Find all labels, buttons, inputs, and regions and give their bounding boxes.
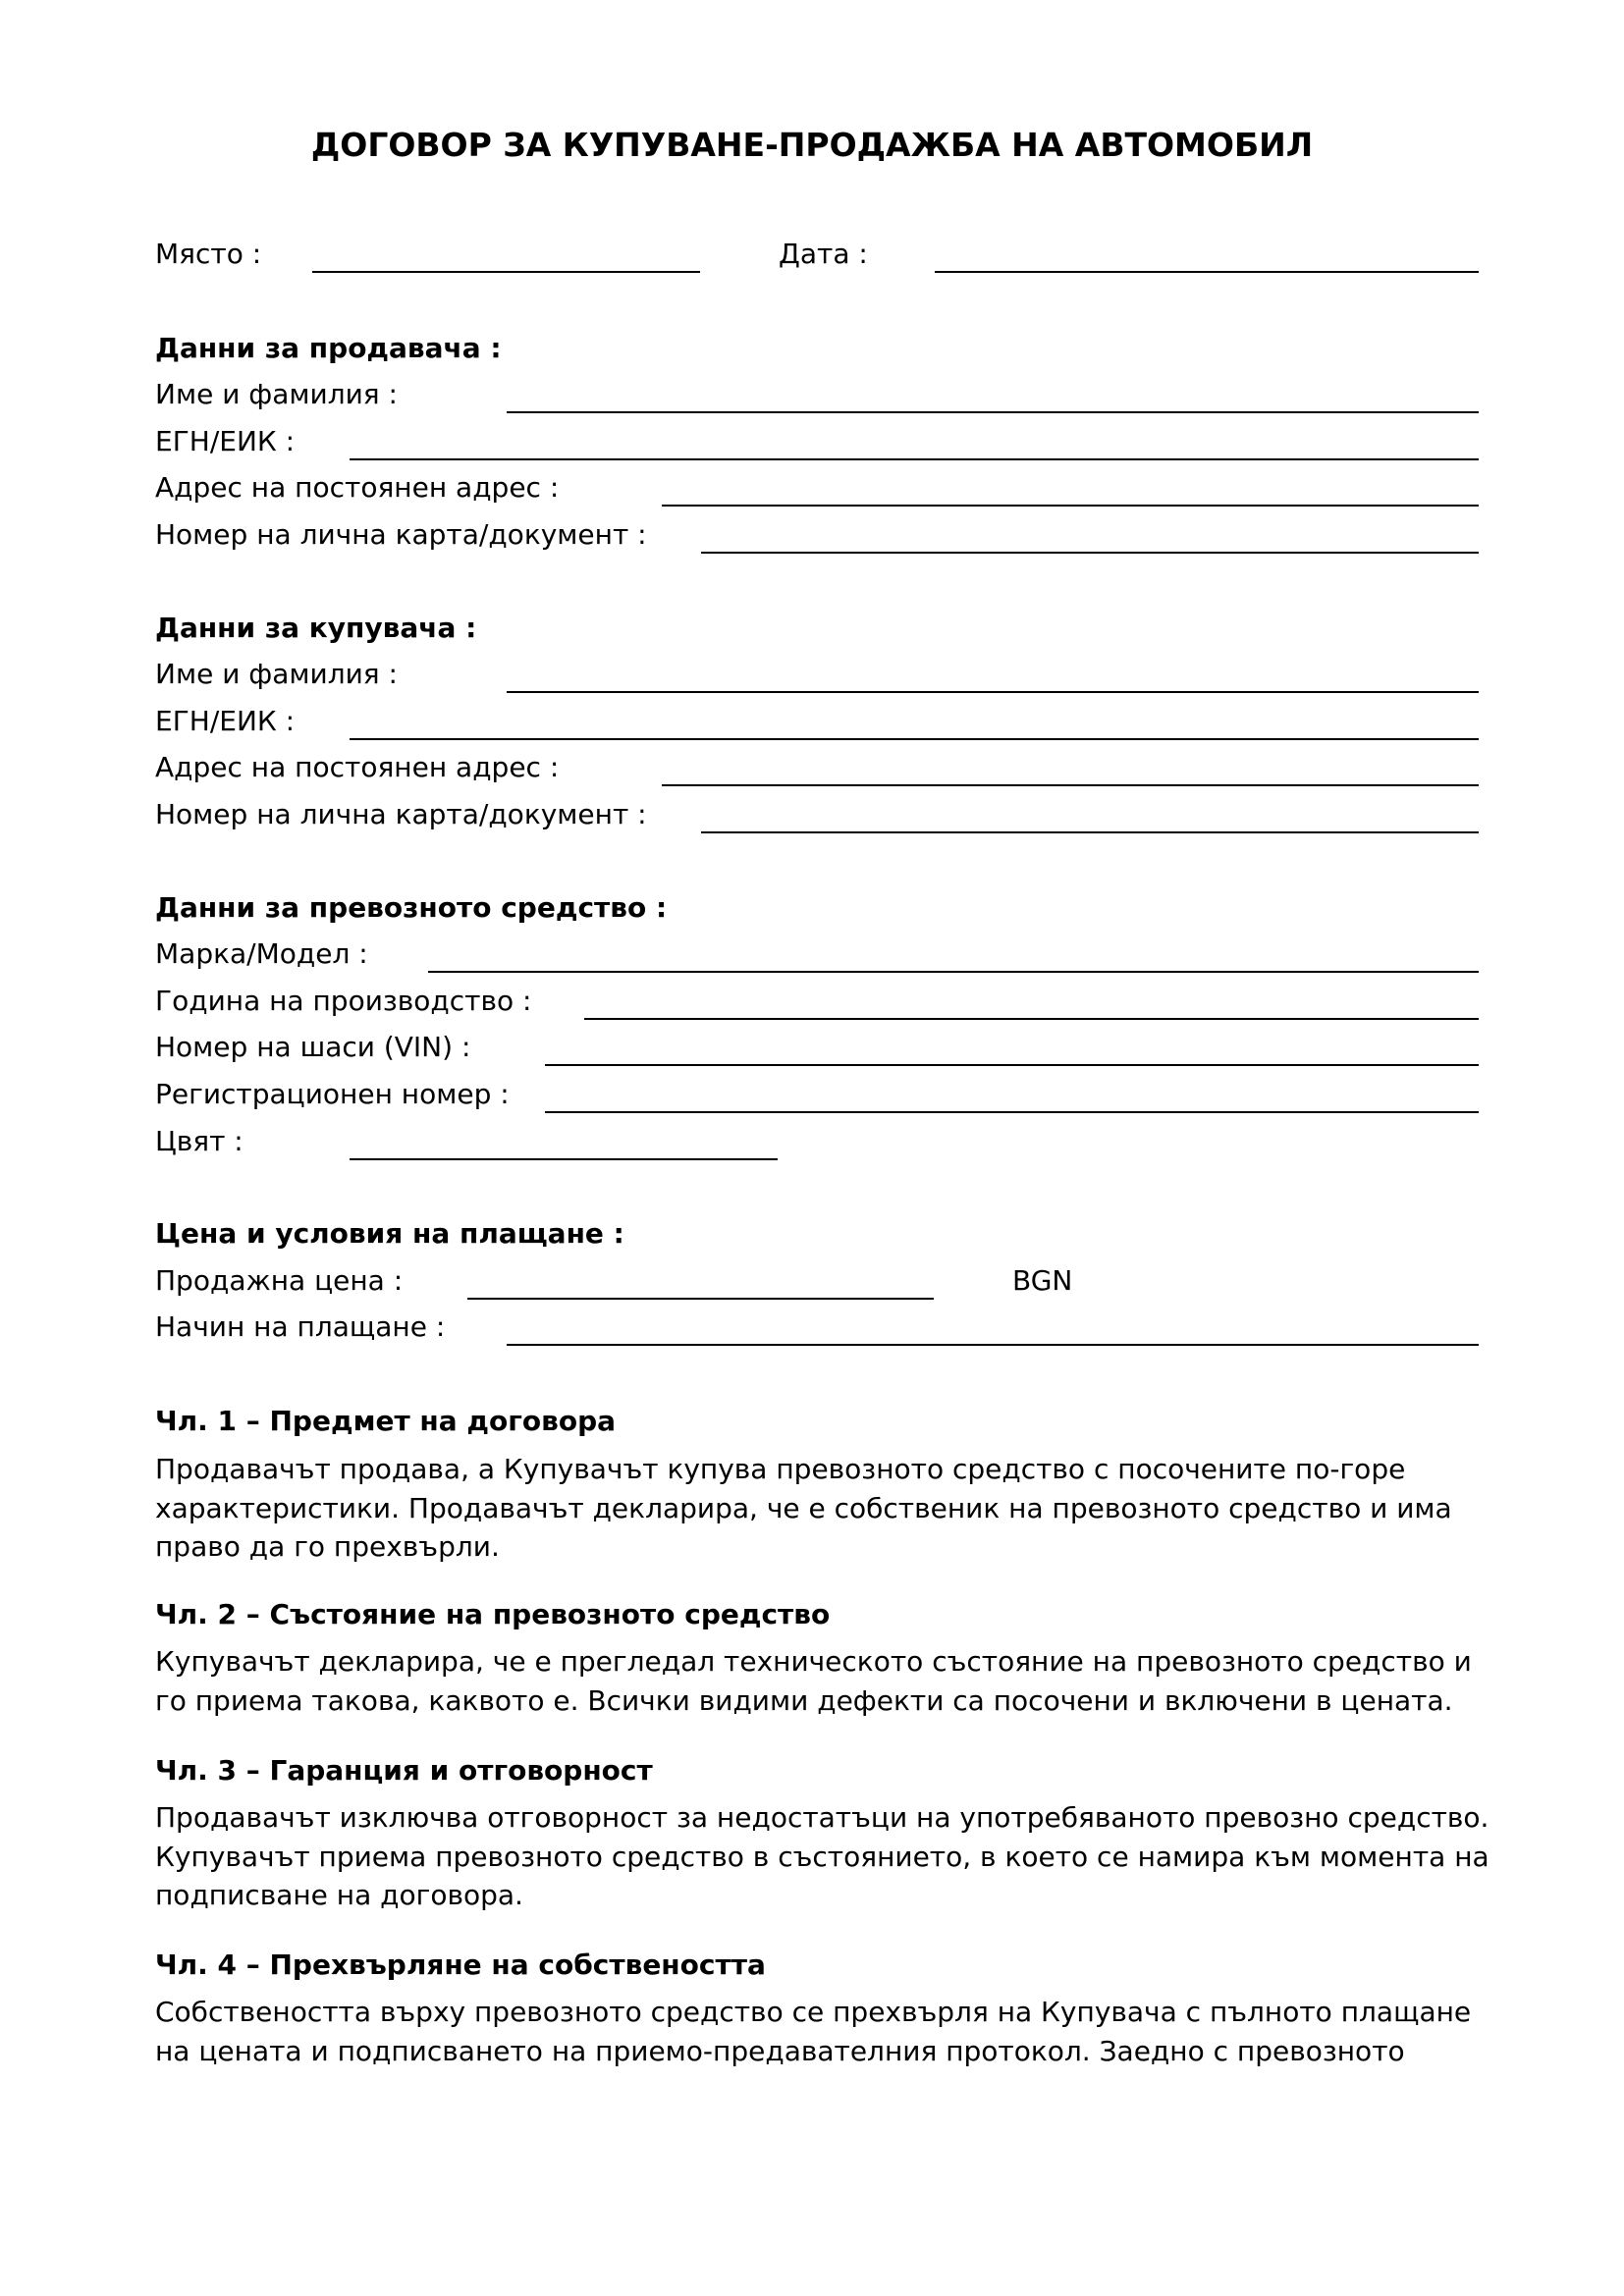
reg-number-label: Регистрационен номер : [155,1078,510,1110]
price-field[interactable] [467,1298,934,1300]
seller-egn-label: ЕГН/ЕИК : [155,425,296,457]
currency-label: BGN [1012,1264,1073,1297]
article-1-text: Продавачът продава, а Купувачът купува превозното средство с посочените по-горе характеристики. Продавачът декларира, че е собственик на превозното средство и има право да го прехвърли. [155,1453,1452,1563]
seller-id-field[interactable] [701,552,1479,554]
buyer-heading: Данни за купувача : [155,612,477,644]
buyer-id-field[interactable] [701,831,1479,833]
buyer-id-label: Номер на лична карта/документ : [155,798,647,830]
article-4-text: Собствеността върху превозното средство се прехвърля на Купувача с пълното плащане на цената и подписването на приемо-предавателния протокол. Заедно с превозното [155,1996,1472,2067]
place-field[interactable] [312,271,700,273]
article-3-text: Продавачът изключва отговорност за недостатъци на употребяваното превозно средство. Купувачът приема превозното средство в състоянието, в което се намира към момента на подписване на договора. [155,1801,1489,1911]
buyer-name-label: Име и фамилия : [155,658,398,690]
article-2-heading: Чл. 2 – Състояние на превозното средство [155,1598,831,1630]
seller-heading: Данни за продавача : [155,332,502,364]
article-2-text: Купувачът декларира, че е прегледал техническото състояние на превозното средство и го приема такова, каквото е. Всички видими дефекти са посочени и включени в цената. [155,1645,1472,1717]
seller-name-label: Име и фамилия : [155,378,398,410]
price-label: Продажна цена : [155,1264,404,1297]
payment-method-label: Начин на плащане : [155,1310,446,1343]
place-label: Място : [155,238,262,270]
buyer-egn-label: ЕГН/ЕИК : [155,705,296,737]
vin-field[interactable] [545,1064,1479,1066]
reg-number-field[interactable] [545,1111,1479,1113]
seller-name-field[interactable] [507,411,1479,413]
seller-id-label: Номер на лична карта/документ : [155,518,647,551]
article-4-heading: Чл. 4 – Прехвърляне на собствеността [155,1949,766,1981]
payment-method-field[interactable] [507,1344,1479,1346]
vin-label: Номер на шаси (VIN) : [155,1031,471,1063]
document-title: ДОГОВОР ЗА КУПУВАНЕ-ПРОДАЖБА НА АВТОМОБИЛ [310,126,1314,164]
make-model-label: Марка/Модел : [155,937,368,970]
make-model-field[interactable] [428,971,1479,973]
year-label: Година на производство : [155,985,532,1017]
color-label: Цвят : [155,1125,244,1157]
seller-egn-field[interactable] [350,458,1479,460]
article-1-heading: Чл. 1 – Предмет на договора [155,1405,617,1437]
color-field[interactable] [350,1158,778,1160]
seller-address-label: Адрес на постоянен адрес : [155,471,560,504]
buyer-address-field[interactable] [662,784,1479,786]
vehicle-heading: Данни за превозното средство : [155,891,668,924]
payment-heading: Цена и условия на плащане : [155,1217,624,1250]
article-3-heading: Чл. 3 – Гаранция и отговорност [155,1754,653,1787]
buyer-name-field[interactable] [507,691,1479,693]
buyer-address-label: Адрес на постоянен адрес : [155,751,560,783]
year-field[interactable] [584,1018,1479,1020]
seller-address-field[interactable] [662,505,1479,507]
date-label: Дата : [779,238,868,270]
date-field[interactable] [935,271,1479,273]
buyer-egn-field[interactable] [350,738,1479,740]
